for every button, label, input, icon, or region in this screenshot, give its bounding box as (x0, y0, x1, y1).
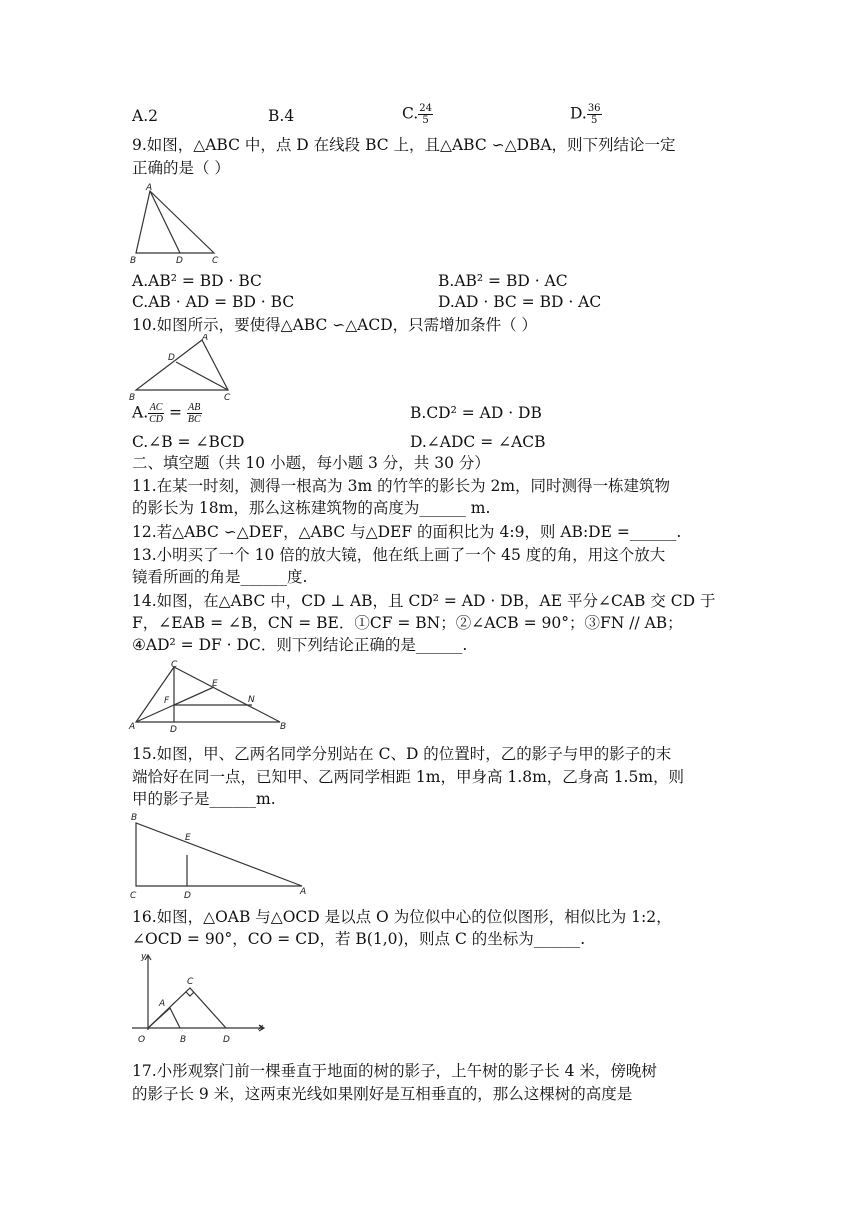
q10-option-b: B.CD² = AD · DB (410, 404, 542, 422)
q10-option-a-num1: AC (149, 402, 163, 413)
q9-figure (128, 183, 228, 265)
q15-label-e: E (185, 833, 191, 843)
q8-option-c (402, 103, 433, 126)
q9-text-line1: 9.如图，△ABC 中，点 D 在线段 BC 上，且△ABC ∽△DBA，则下列结论一定 (132, 136, 676, 154)
q15-text-line2: 端恰好在同一点，已知甲、乙两同学相距 1m，甲身高 1.8m，乙身高 1.5m，则 (132, 768, 685, 786)
q8-option-c-numerator: 24 (419, 103, 432, 114)
q14-label-c: C (171, 660, 178, 670)
q16-label-o: O (138, 1035, 146, 1045)
q9-option-b: B.AB² = BD · AC (438, 272, 568, 290)
q8-option-b: B.4 (268, 107, 295, 125)
q14-text-line2: F，∠EAB = ∠B，CN = BE．①CF = BN；②∠ACB = 90°；③FN // AB； (132, 614, 683, 632)
q14-label-a: A (129, 722, 136, 732)
q11-text-line2: 的影长为 18m，那么这栋建筑物的高度为______ m. (132, 499, 491, 517)
q14-label-b: B (280, 722, 287, 732)
q16-figure (128, 950, 268, 1046)
q10-label-b: B (129, 393, 136, 403)
q9-label-a: A (146, 183, 153, 193)
section-2-heading: 二、填空题（共 10 小题，每小题 3 分，共 30 分） (132, 454, 490, 472)
q10-option-a (132, 402, 202, 425)
q15-label-d: D (184, 891, 191, 901)
q10-option-a-equals: = (164, 403, 187, 422)
q14-label-e: E (212, 679, 218, 689)
q8-option-c-denominator: 5 (422, 115, 429, 126)
q10-option-a-fraction2 (187, 402, 202, 425)
q14-text-line1: 14.如图，在△ABC 中，CD ⊥ AB，且 CD² = AD · DB，AE 平分∠CAB 交 CD 于 (132, 592, 716, 610)
q8-option-d-fraction (587, 103, 602, 126)
q13-text-line1: 13.小明买了一个 10 倍的放大镜，他在纸上画了一个 45 度的角，用这个放大 (132, 546, 666, 564)
q16-label-a: A (159, 999, 166, 1009)
q9-option-c: C.AB · AD = BD · BC (132, 293, 295, 311)
q14-figure (128, 659, 298, 735)
q9-text-line2: 正确的是（ ） (132, 159, 230, 177)
q15-label-b: B (131, 813, 138, 823)
q16-text-line1: 16.如图，△OAB 与△OCD 是以点 O 为位似中心的位似图形，相似比为 1:2， (132, 908, 672, 926)
q10-label-a: A (202, 334, 209, 343)
q9-option-d: D.AD · BC = BD · AC (438, 293, 602, 311)
q16-label-x: x (258, 1023, 264, 1033)
q8-option-c-prefix: C. (402, 104, 419, 123)
q9-label-d: D (176, 256, 183, 265)
q16-label-y: y (141, 952, 147, 962)
q16-label-b: B (180, 1035, 187, 1045)
q16-text-line2: ∠OCD = 90°，CO = CD，若 B(1,0)，则点 C 的坐标为______. (132, 930, 586, 948)
q16-label-c: C (187, 977, 194, 987)
q8-option-c-fraction (418, 103, 433, 126)
q13-text-line2: 镜看所画的角是______度. (132, 568, 308, 586)
q17-text-line1: 17.小彤观察门前一棵垂直于地面的树的影子，上午树的影子长 4 米，傍晚树 (132, 1062, 657, 1080)
q10-figure (128, 334, 238, 404)
q15-figure (128, 810, 310, 902)
q9-label-c: C (212, 256, 219, 265)
q8-option-d (570, 103, 602, 126)
q9-option-a: A.AB² = BD · BC (132, 272, 262, 290)
q12-text-line1: 12.若△ABC ∽△DEF，△ABC 与△DEF 的面积比为 4:9，则 AB:DE =______. (132, 523, 682, 541)
q16-label-d: D (223, 1035, 230, 1045)
q10-label-c: C (224, 393, 231, 403)
q10-option-a-prefix: A. (132, 403, 149, 422)
q8-option-a: A.2 (132, 107, 158, 125)
q15-text-line3: 甲的影子是______m. (132, 790, 276, 808)
q8-option-d-denominator: 5 (590, 115, 598, 126)
q11-text-line1: 11.在某一时刻，测得一根高为 3m 的竹竿的影长为 2m，同时测得一栋建筑物 (132, 477, 671, 495)
q10-option-d: D.∠ADC = ∠ACB (410, 433, 546, 451)
q14-label-f: F (164, 696, 170, 706)
q10-text-line1: 10.如图所示，要使得△ABC ∽△ACD，只需增加条件（ ） (132, 316, 538, 334)
q8-option-d-prefix: D. (570, 104, 587, 123)
q9-label-b: B (130, 256, 137, 265)
q14-text-line3: ④AD² = DF · DC．则下列结论正确的是______. (132, 636, 468, 654)
q14-label-d: D (170, 725, 177, 735)
q10-label-d: D (168, 353, 175, 363)
q10-option-a-num2: AB (188, 402, 201, 413)
q15-text-line1: 15.如图，甲、乙两名同学分别站在 C、D 的位置时，乙的影子与甲的影子的末 (132, 745, 672, 763)
q10-option-a-den1: CD (149, 414, 164, 425)
q10-option-c: C.∠B = ∠BCD (132, 433, 245, 451)
q8-option-d-numerator: 36 (587, 103, 601, 114)
q10-option-a-fraction1 (148, 402, 164, 425)
q10-option-a-den2: BC (187, 414, 201, 425)
q15-label-a: A (300, 887, 307, 897)
q14-label-n: N (248, 695, 255, 705)
q17-text-line2: 的影子长 9 米，这两束光线如果刚好是互相垂直的，那么这棵树的高度是 (132, 1085, 633, 1103)
q15-label-c: C (130, 891, 137, 901)
